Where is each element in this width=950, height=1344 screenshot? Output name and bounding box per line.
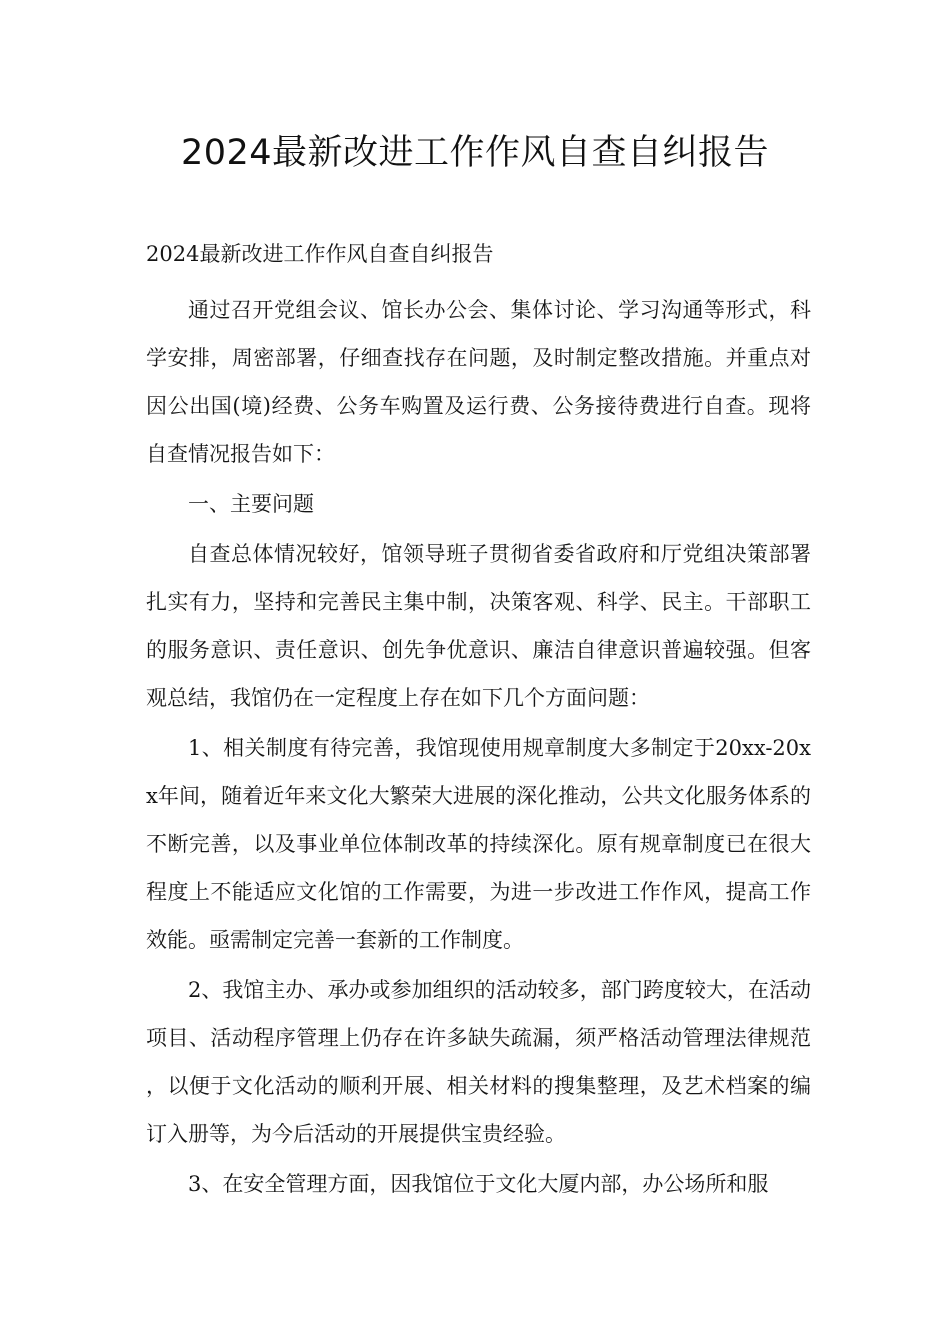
paragraph-overview: 自查总体情况较好，馆领导班子贯彻省委省政府和厅党组决策部署扎实有力，坚持和完善民主集中制，决策客观、科学、民主。干部职工的服务意识、责任意识、创先争优意识、廉洁自律意识普遍较强。但客观总结，我馆仍在一定程度上存在如下几个方面问题：	[146, 542, 811, 710]
paragraph-intro: 通过召开党组会议、馆长办公会、集体讨论、学习沟通等形式，科学安排，周密部署，仔细查找存在问题，及时制定整改措施。并重点对因公出国(境)经费、公务车购置及运行费、公务接待费进行自查。现将自查情况报告如下：	[146, 298, 811, 466]
document-title: 2024最新改进工作作风自查自纠报告	[180, 133, 770, 173]
paragraph-item-3: 3、在安全管理方面，因我馆位于文化大厦内部，办公场所和服	[188, 1172, 769, 1196]
paragraph-item-2: 2、我馆主办、承办或参加组织的活动较多，部门跨度较大，在活动项目、活动程序管理上仍存在许多缺失疏漏，须严格活动管理法律规范，以便于文化活动的顺利开展、相关材料的搜集整理，及艺术档案的编订入册等，为今后活动的开展提供宝贵经验。	[146, 978, 811, 1146]
document-body	[146, 230, 811, 1210]
document-subtitle: 2024最新改进工作作风自查自纠报告	[146, 242, 494, 266]
section-heading-main-problems: 一、主要问题	[188, 492, 314, 516]
paragraph-item-1: 1、相关制度有待完善，我馆现使用规章制度大多制定于20xx-20xx年间，随着近年来文化大繁荣大进展的深化推动，公共文化服务体系的不断完善，以及事业单位体制改革的持续深化。原有规章制度已在很大程度上不能适应文化馆的工作需要，为进一步改进工作作风，提高工作效能。亟需制定完善一套新的工作制度。	[146, 736, 811, 952]
